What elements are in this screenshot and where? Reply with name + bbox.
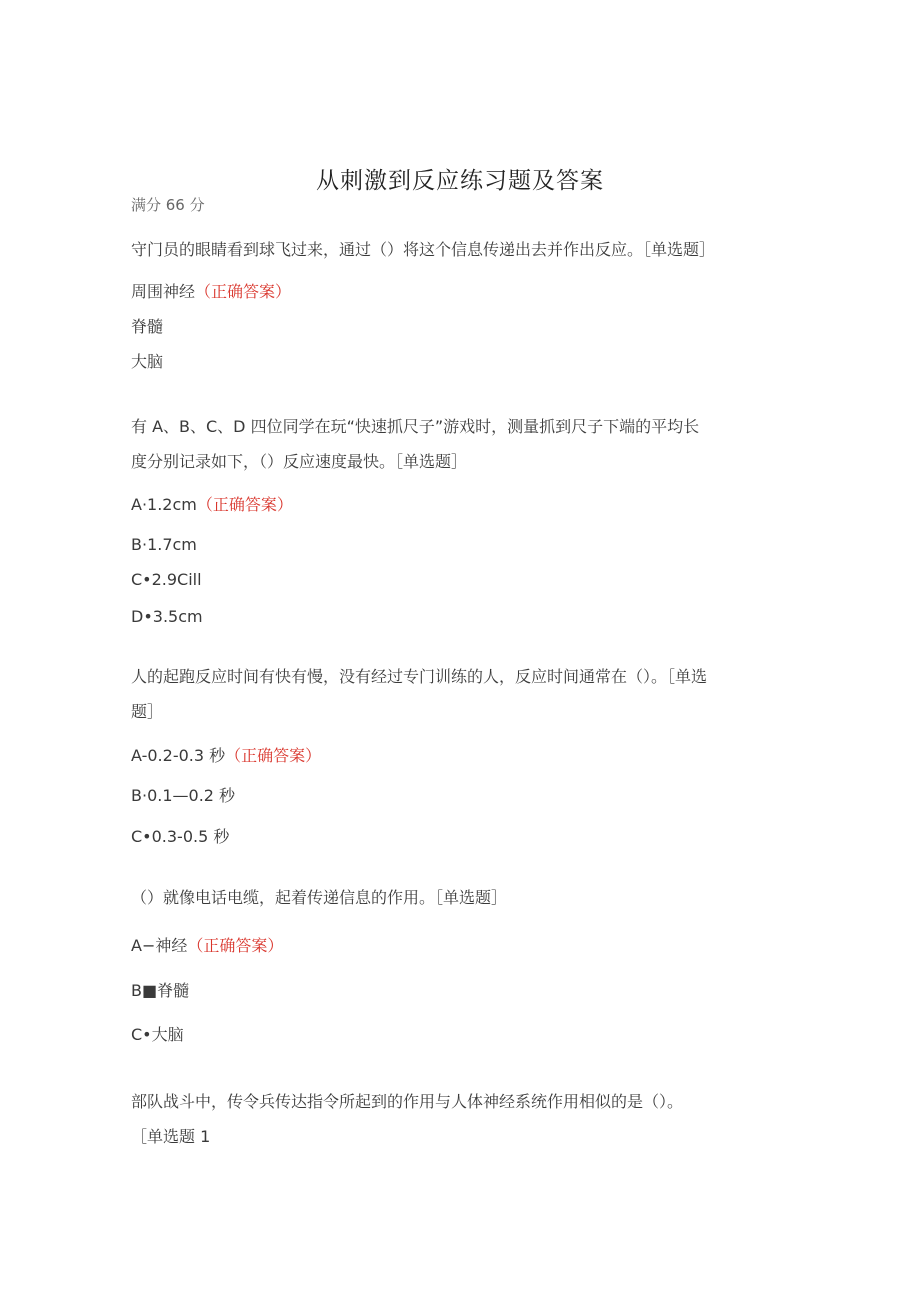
question-2-option-a xyxy=(131,494,293,516)
question-4-option-b: B■脊髓 xyxy=(131,981,190,1000)
question-5-text-line-1: 部队战斗中，传令兵传达指令所起到的作用与人体神经系统作用相似的是（）。 xyxy=(131,1092,684,1111)
correct-answer-tag: （正确答案） xyxy=(195,282,292,301)
option-label: A-0.2-0.3 秒 xyxy=(131,746,226,765)
question-4-option-c: C•大脑 xyxy=(131,1025,184,1044)
question-3-text-line-1: 人的起跑反应时间有快有慢，没有经过专门训练的人，反应时间通常在（）。［单选 xyxy=(131,667,708,686)
correct-answer-tag: （正确答案） xyxy=(225,746,322,765)
correct-answer-tag: （正确答案） xyxy=(196,495,293,514)
option-label: A·1.2cm xyxy=(131,495,197,514)
question-4-text: （）就像电话电缆，起着传递信息的作用。［单选题］ xyxy=(131,888,508,907)
question-1-text: 守门员的眼睛看到球飞过来，通过（）将这个信息传递出去并作出反应。［单选题］ xyxy=(131,240,716,259)
question-1-option-b: 脊髓 xyxy=(131,317,164,336)
option-label: 周围神经 xyxy=(131,282,196,301)
question-1-option-a xyxy=(131,281,291,303)
question-2-option-d: D•3.5cm xyxy=(131,607,203,626)
correct-answer-tag: （正确答案） xyxy=(187,936,284,955)
question-3-option-c: C•0.3-0.5 秒 xyxy=(131,827,230,846)
page-title: 从刺激到反应练习题及答案 xyxy=(316,168,604,194)
question-2-text-line-2: 度分别记录如下，（）反应速度最快。［单选题］ xyxy=(131,452,468,471)
option-label: A−神经 xyxy=(131,936,188,955)
question-5-text-line-2: ［单选题 1 xyxy=(131,1127,211,1146)
question-4-option-a xyxy=(131,935,283,957)
question-2-text-line-1: 有 A、B、C、D 四位同学在玩“快速抓尺子”游戏时，测量抓到尺子下端的平均长 xyxy=(131,417,700,436)
question-2-option-c: C•2.9Cill xyxy=(131,570,202,589)
question-3-text-line-2: 题］ xyxy=(131,702,164,721)
question-3-option-a xyxy=(131,745,321,767)
full-score: 满分 66 分 xyxy=(131,196,205,214)
question-2-option-b: B·1.7cm xyxy=(131,535,197,554)
question-3-option-b: B·0.1—0.2 秒 xyxy=(131,786,236,805)
question-1-option-c: 大脑 xyxy=(131,352,164,371)
